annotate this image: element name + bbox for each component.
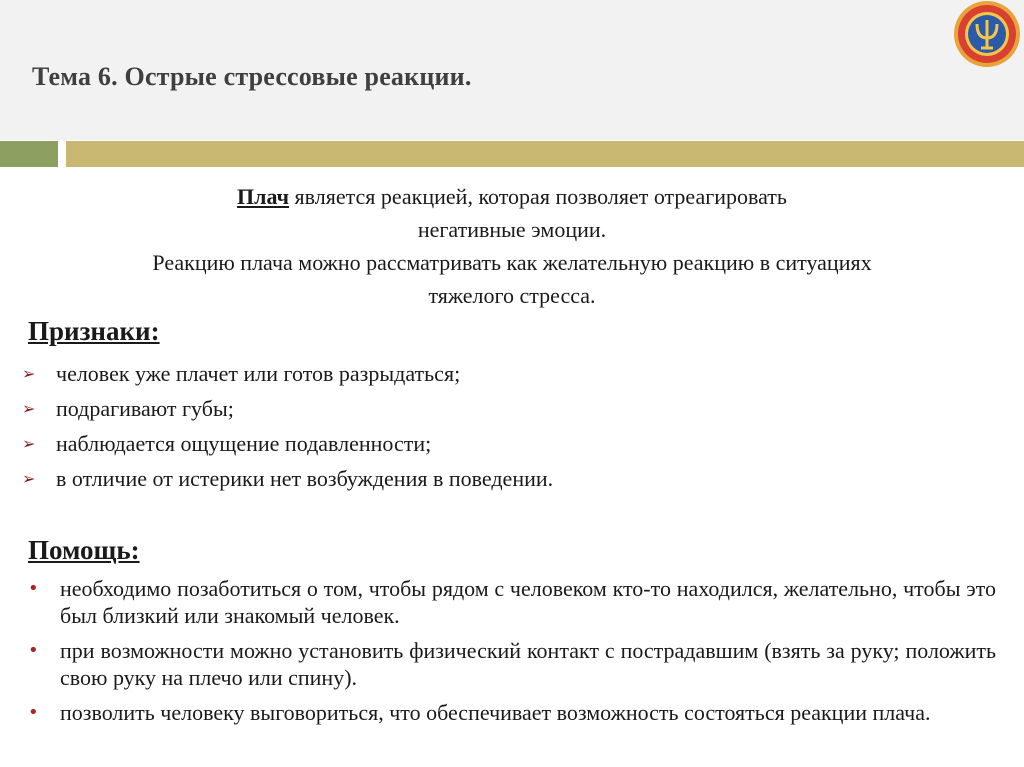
signs-heading: Признаки: <box>28 316 160 346</box>
list-item <box>22 356 1002 391</box>
list-item <box>28 575 996 629</box>
list-item-text: человек уже плачет или готов разрыдаться; <box>56 361 461 386</box>
list-item-text: подрагивают губы; <box>56 396 234 421</box>
list-item-text: в отличие от истерики нет возбуждения в поведении. <box>56 466 554 491</box>
list-item-text: необходимо позаботиться о том, чтобы рядом с человеком кто-то находился, желательно, чтобы это был близкий или знакомый человек. <box>60 576 996 628</box>
divider-bar-left <box>0 141 58 167</box>
intro-paragraph <box>0 180 1024 312</box>
intro-line-1-rest: является реакцией, которая позволяет отреагировать <box>289 184 787 209</box>
dot-bullet-icon: • <box>28 640 39 661</box>
arrow-bullet-icon: ➢ <box>22 399 36 418</box>
list-item <box>22 461 1002 496</box>
divider-bar-right <box>66 141 1024 167</box>
list-item <box>22 391 1002 426</box>
dot-bullet-icon: • <box>28 702 39 723</box>
arrow-bullet-icon: ➢ <box>22 364 36 383</box>
intro-line-2: негативные эмоции. <box>417 217 607 242</box>
list-item <box>22 426 1002 461</box>
psi-emblem-icon <box>953 0 1021 68</box>
dot-bullet-icon: • <box>28 578 39 599</box>
list-item-text: наблюдается ощущение подавленности; <box>56 431 432 456</box>
intro-line-4: тяжелого стресса. <box>428 283 596 308</box>
signs-list <box>22 356 1002 496</box>
help-list <box>28 575 996 734</box>
intro-term: Плач <box>237 184 290 209</box>
arrow-bullet-icon: ➢ <box>22 469 36 488</box>
arrow-bullet-icon: ➢ <box>22 434 36 453</box>
list-item-text: при возможности можно установить физический контакт с пострадавшим (взять за руку; положить свою руку на плечо или спину). <box>60 638 996 690</box>
intro-line-3: Реакцию плача можно рассматривать как желательную реакцию в ситуациях <box>152 250 872 275</box>
list-item <box>28 699 996 726</box>
slide-title: Тема 6. Острые стрессовые реакции. <box>32 62 472 91</box>
list-item <box>28 637 996 691</box>
help-heading: Помощь: <box>28 535 140 565</box>
intro-line-1 <box>0 180 1024 213</box>
list-item-text: позволить человеку выговориться, что обеспечивает возможность состояться реакции плача. <box>60 700 931 725</box>
